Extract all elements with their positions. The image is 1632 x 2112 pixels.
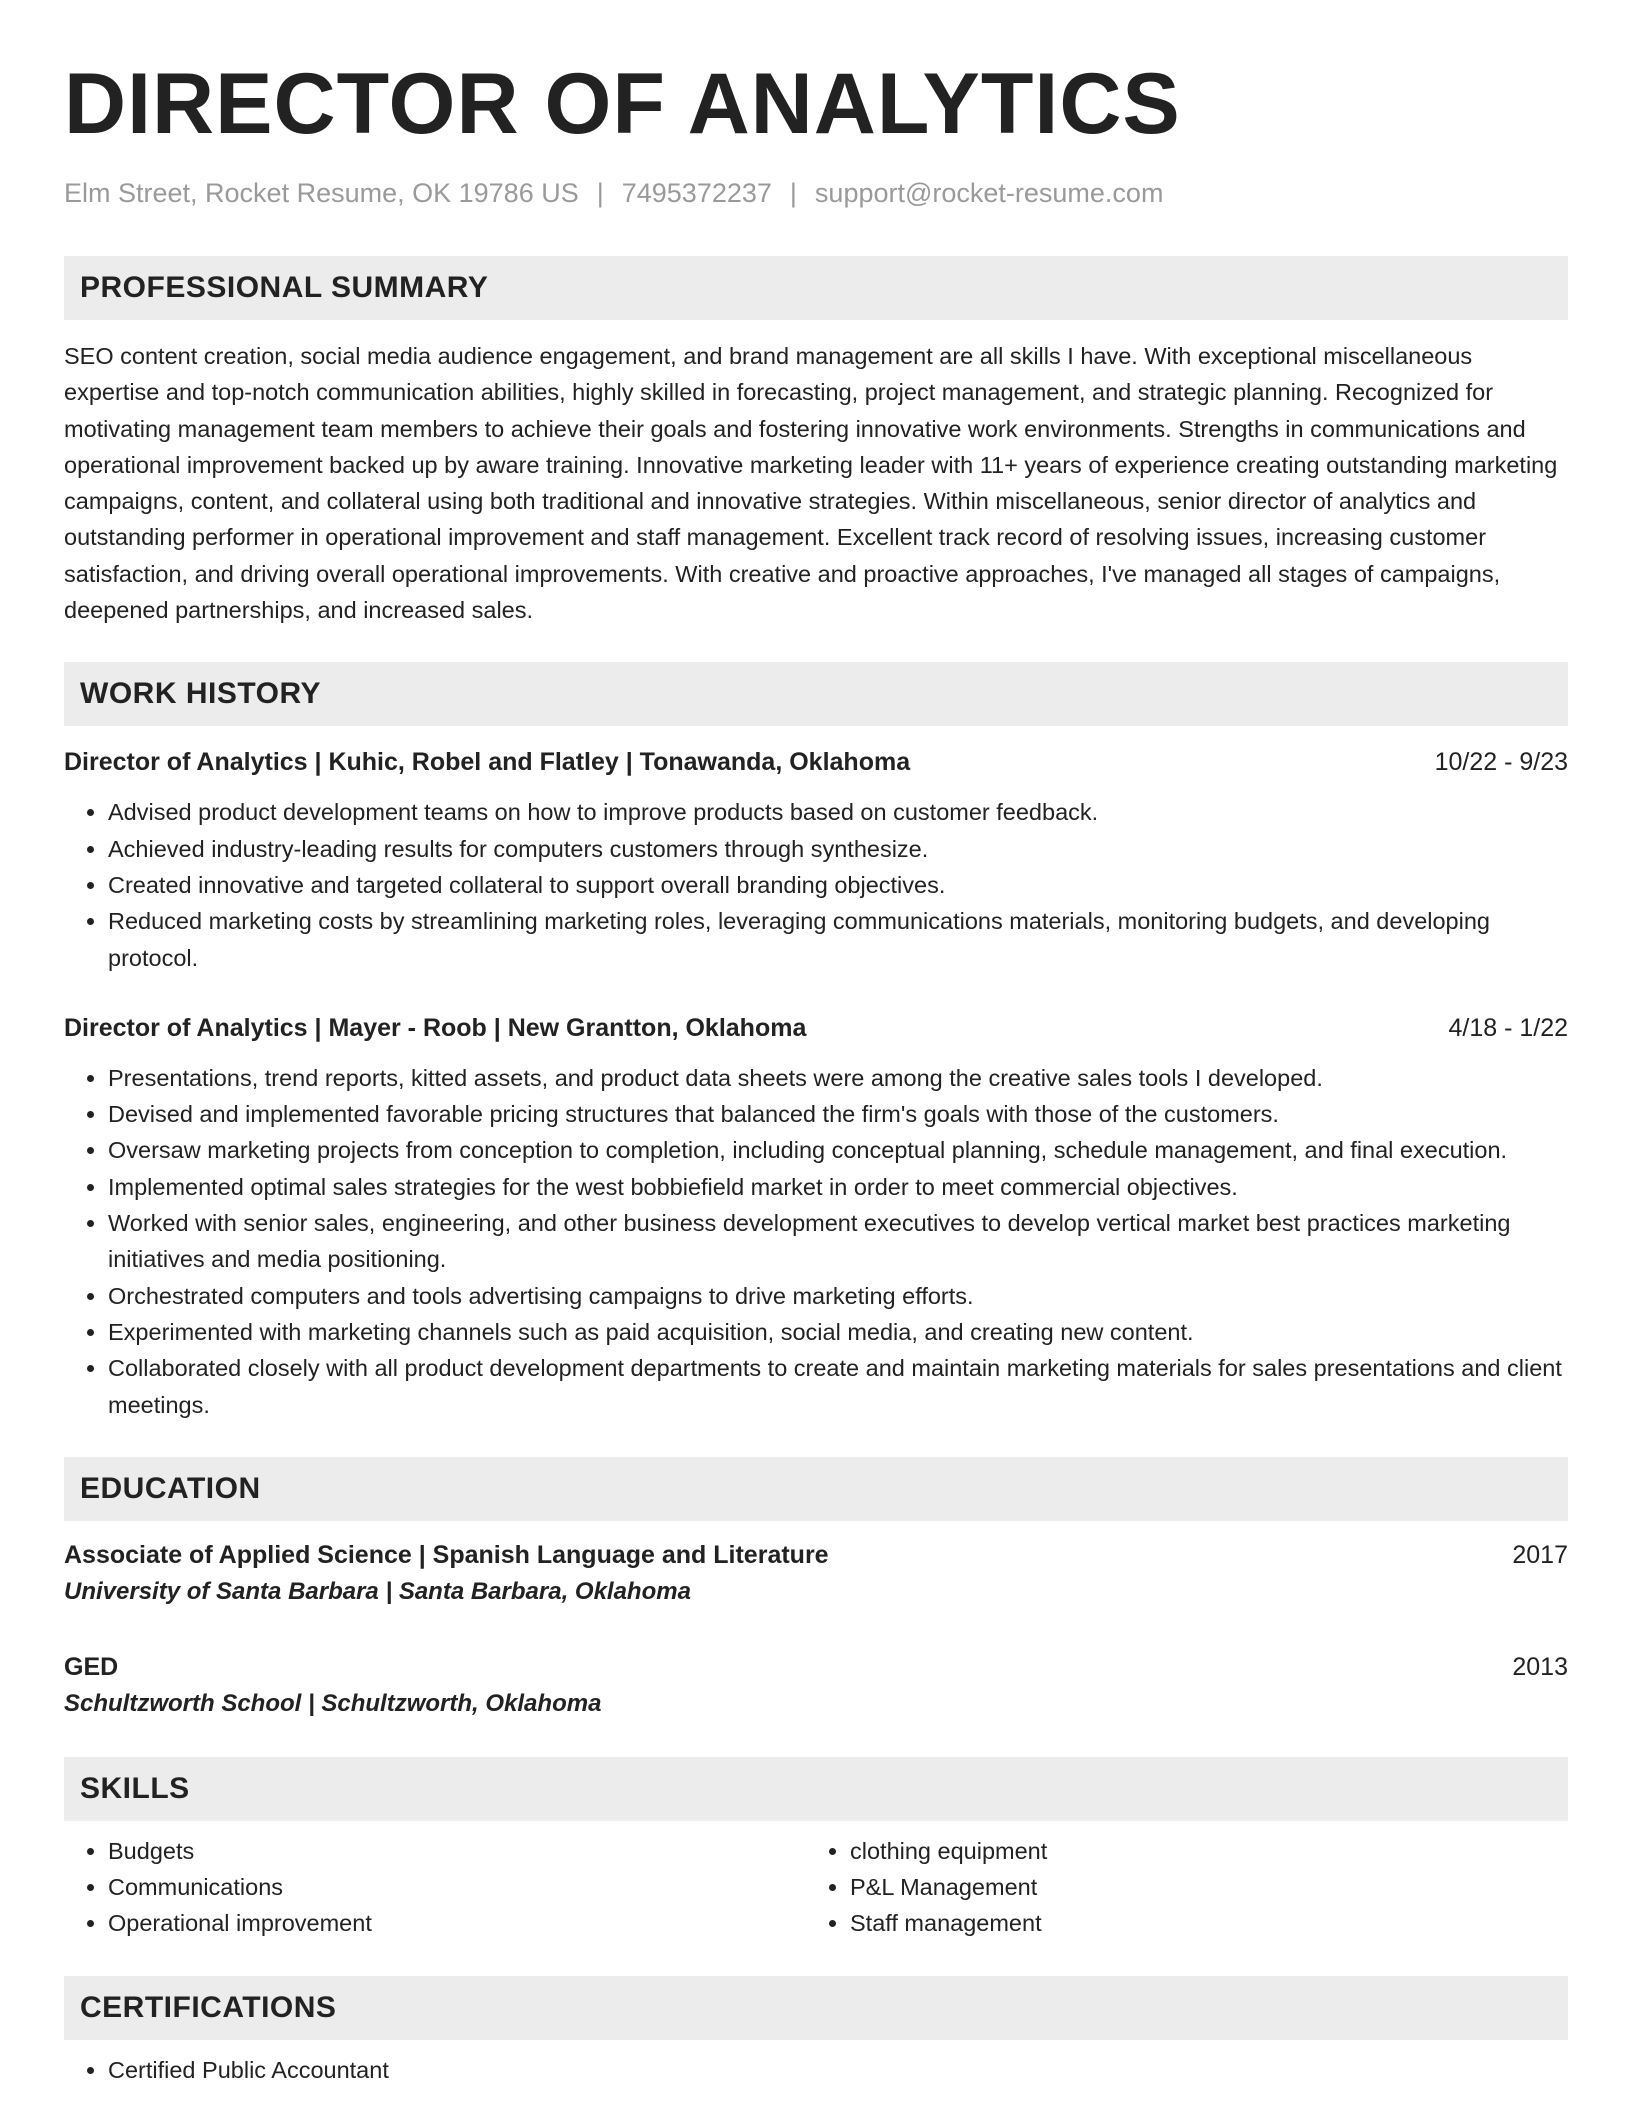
education-year: 2013 xyxy=(1512,1652,1568,1681)
job-bullet: • Oversaw marketing projects from conception to completion, including conceptual planning, schedule management, and final execution. xyxy=(108,1132,1568,1168)
summary-text: SEO content creation, social media audience engagement, and brand management are all skills I have. With exceptional miscellaneous expertise and top-notch communication abilities, highly skilled in forecasting, project management, and strategic planning. Recognized for motivating management team members to achieve their goals and fostering innovative work environments. Strengths in communications and operational improvement backed up by aware training. Innovative marketing leader with 11+ years of experience creating outstanding marketing campaigns, content, and collateral using both traditional and innovative strategies. Within miscellaneous, senior director of analytics and outstanding performer in operational improvement and staff management. Excellent track record of resolving issues, increasing customer satisfaction, and driving overall operational improvements. With creative and proactive approaches, I've managed all stages of campaigns, deepened partnerships, and increased sales. xyxy=(64,343,1558,624)
section-header-skills: SKILLS xyxy=(64,1757,1568,1821)
skills-columns xyxy=(64,1833,1568,1942)
job-bullet: • Reduced marketing costs by streamlining marketing roles, leveraging communications materials, monitoring budgets, and developing protocol. xyxy=(108,903,1568,976)
job-bullet: • Collaborated closely with all product development departments to create and maintain marketing materials for sales presentations and client meetings. xyxy=(108,1350,1568,1423)
education-header xyxy=(64,1537,1568,1573)
job-title: Director of Analytics | Kuhic, Robel and Flatley | Tonawanda, Oklahoma xyxy=(64,748,911,777)
job-entry xyxy=(64,744,1568,975)
job-bullet: • Presentations, trend reports, kitted assets, and product data sheets were among the creative sales tools I developed. xyxy=(108,1060,1568,1096)
resume-name: DIRECTOR OF ANALYTICS xyxy=(64,56,1181,152)
education-header xyxy=(64,1649,1568,1685)
section-header-education: EDUCATION xyxy=(64,1457,1568,1521)
job-header xyxy=(64,744,1568,780)
certifications-list-wrapper xyxy=(64,2052,1568,2088)
job-dates: 4/18 - 1/22 xyxy=(1448,1013,1568,1042)
skill-item: • Budgets xyxy=(108,1833,806,1869)
contact-phone: 7495372237 xyxy=(621,178,772,208)
contact-line xyxy=(64,176,1568,210)
skills-list-right xyxy=(806,1833,1047,1942)
education-year: 2017 xyxy=(1512,1540,1568,1569)
job-bullet: • Created innovative and targeted collateral to support overall branding objectives. xyxy=(108,867,1568,903)
job-dates: 10/22 - 9/23 xyxy=(1434,748,1568,777)
education-entry xyxy=(64,1649,1568,1723)
section-header-certifications: CERTIFICATIONS xyxy=(64,1976,1568,2040)
contact-email: support@rocket-resume.com xyxy=(814,178,1164,208)
skill-item: • Staff management xyxy=(850,1905,1047,1941)
job-bullet: • Implemented optimal sales strategies for the west bobbiefield market in order to meet commercial objectives. xyxy=(108,1169,1568,1205)
job-bullet: • Achieved industry-leading results for computers customers through synthesize. xyxy=(108,831,1568,867)
contact-separator: | xyxy=(789,178,797,208)
certifications-list xyxy=(64,2052,1568,2088)
contact-address: Elm Street, Rocket Resume, OK 19786 US xyxy=(64,178,579,208)
skill-item: • Operational improvement xyxy=(108,1905,806,1941)
job-bullet-list xyxy=(64,1060,1568,1423)
job-bullet: • Devised and implemented favorable pricing structures that balanced the firm's goals with those of the customers. xyxy=(108,1096,1568,1132)
skill-item: • P&L Management xyxy=(850,1869,1047,1905)
education-degree: GED xyxy=(64,1652,119,1681)
job-bullet: • Experimented with marketing channels such as paid acquisition, social media, and creating new content. xyxy=(108,1314,1568,1350)
job-title: Director of Analytics | Mayer - Roob | New Grantton, Oklahoma xyxy=(64,1013,807,1042)
education-institution: Schultzworth School | Schultzworth, Oklahoma xyxy=(64,1689,602,1717)
job-header xyxy=(64,1010,1568,1046)
education-institution: University of Santa Barbara | Santa Barbara, Oklahoma xyxy=(64,1577,691,1605)
job-entry xyxy=(64,1010,1568,1423)
certification-item: • Certified Public Accountant xyxy=(108,2052,1568,2088)
section-header-work-history: WORK HISTORY xyxy=(64,662,1568,726)
job-bullet-list xyxy=(64,794,1568,975)
contact-separator: | xyxy=(596,178,604,208)
job-bullet: • Orchestrated computers and tools advertising campaigns to drive marketing efforts. xyxy=(108,1278,1568,1314)
skills-list-left xyxy=(64,1833,806,1942)
job-bullet: • Advised product development teams on how to improve products based on customer feedback. xyxy=(108,794,1568,830)
job-bullet: • Worked with senior sales, engineering, and other business development executives to develop vertical market best practices marketing initiatives and media positioning. xyxy=(108,1205,1568,1278)
education-degree: Associate of Applied Science | Spanish Language and Literature xyxy=(64,1540,829,1569)
skill-item: • clothing equipment xyxy=(850,1833,1047,1869)
education-entry xyxy=(64,1537,1568,1611)
section-header-summary: PROFESSIONAL SUMMARY xyxy=(64,256,1568,320)
skill-item: • Communications xyxy=(108,1869,806,1905)
